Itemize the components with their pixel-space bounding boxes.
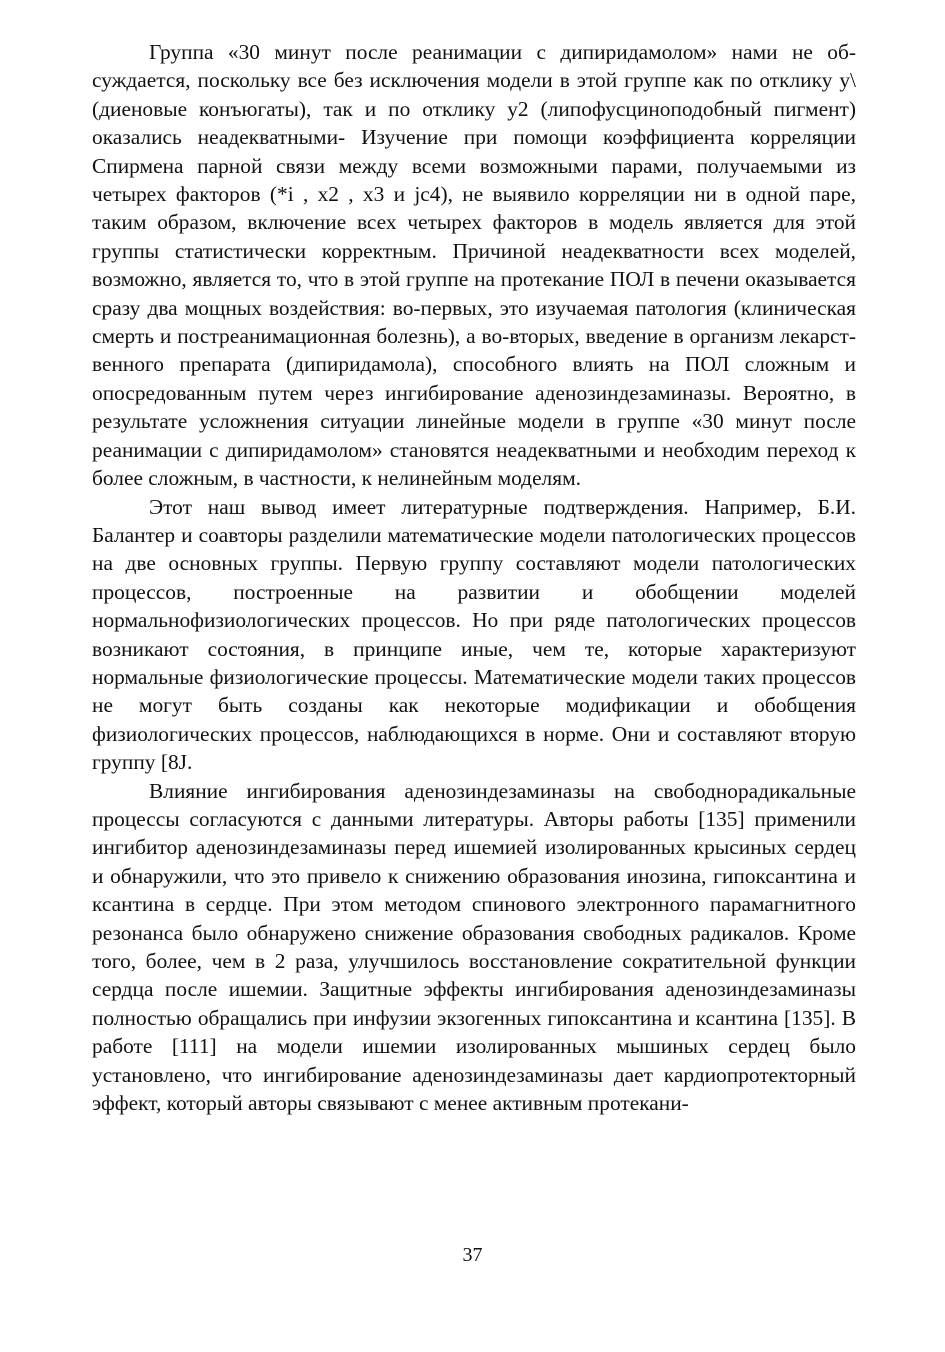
page-number: 37 — [462, 1244, 483, 1266]
paragraph-literature-confirmation: Этот наш вывод имеет литературные подтверждения. Например, Б.И. Балантер и соавторы разделили математические модели патологических процессов на две основных группы. Первую группу составляют модели патологических процессов, построенные на развитии и обобщении моделей нормальнофизиологических процессов. Но при ряде патологических процессов возникают состояния, в принципе иные, чем те, которые характеризуют нормальные физиологические процессы. Математические модели таких процессов не могут быть созданы как некоторые модификации и обобщения физиологических процессов, наблюдающихся в норме. Они и составляют вторую группу [8J. — [92, 494, 856, 775]
paragraph-adenosine-deaminase-inhibition: Влияние ингибирования аденозиндезаминазы на свободнорадикальные процессы согласуются с данными литературы. Авторы работы [135] применили ингибитор аденозиндезаминазы перед ишемией изолированных крысиных сердец и обнаружили, что это привело к снижению образования инозина, гипоксантина и ксантина в сердце. При этом методом спинового электронного парамагнитного резонанса было обнаружено снижение образования свободных радикалов. Кроме того, более, чем в 2 раза, улучшилось восстановление сократительной функции сердца после ишемии. Защитные эффекты ингибирования аденозиндезаминазы полностью обращались при инфузии экзогенных гипоксантина и ксантина [135]. В работе [111] на модели ишемии изолированных мышиных сердец было установлено, что ингибирование аденозиндезаминазы дает кардиопротекторный эффект, который авторы связывают с менее активным протекани- — [92, 778, 856, 1116]
paragraph-dipyridamole-group: Группа «30 минут после реанимации с дипиридамолом» нами не обсуждается, поскольку все без исключения модели в этой группе как по отклику у\ (диеновые конъюгаты), так и по отклику у2 (липофусциноподобный пигмент) оказались неадекватными- Изучение при помощи коэффициента корреляции Спирмена парной связи между всеми возможными парами, получаемыми из четырех факторов (*i , х2 , х3 и jc4), не выявило корреляции ни в одной паре, таким образом, включение всех четырех факторов в модель является для этой группы статистически корректным. Причиной неадекватности всех моделей, возможно, является то, что в этой группе на протекание ПОЛ в печени оказывается сразу два мощных воздействия: во-первых, это изучаемая патология (клиническая смерть и постреанимационная болезнь), а во-вторых, введение в организм лекарственного препарата (дипиридамола), способного влиять на ПОЛ сложным и опосредованным путем через ингибирование аденозиндезаминазы. Вероятно, в результате усложнения ситуации линейные модели в группе «30 минут после реанимации с дипиридамолом» становятся неадекватными и необходим переход к более сложным, в частности, к нелинейным моделям. — [92, 40, 856, 491]
document-page — [92, 38, 856, 1117]
